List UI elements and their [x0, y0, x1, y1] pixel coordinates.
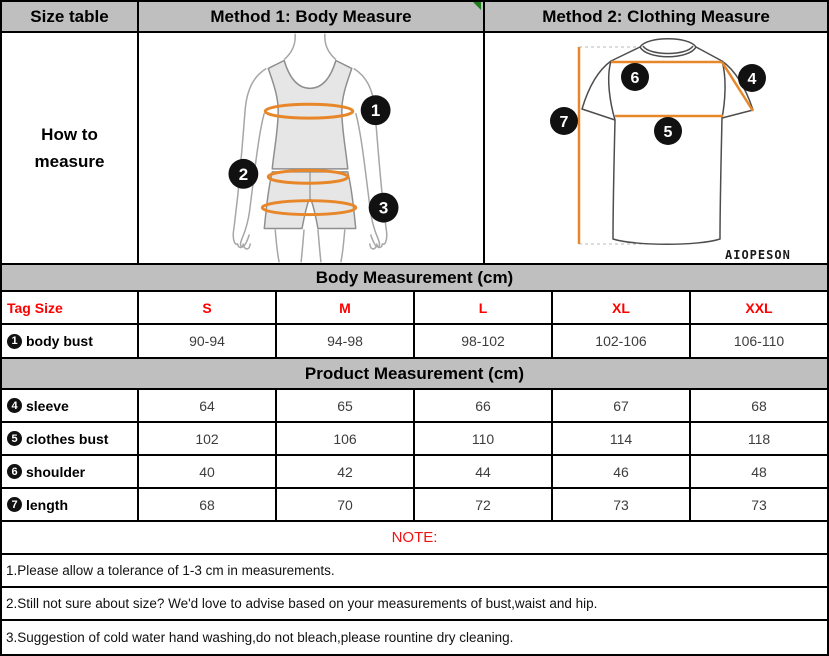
badge-4: 4	[7, 398, 22, 413]
row-sleeve	[2, 390, 827, 423]
badge-6: 6	[7, 464, 22, 479]
tag-size-label: Tag Size	[2, 292, 139, 323]
row-label: shoulder	[26, 463, 86, 480]
badge-5: 5	[7, 431, 22, 446]
cell-shoulder-m: 42	[277, 456, 415, 487]
note-item-1: 1.Please allow a tolerance of 1-3 cm in measurements.	[2, 555, 827, 588]
row-label: clothes bust	[26, 430, 109, 447]
header-size-table: Size table	[2, 2, 139, 31]
marker-6	[621, 63, 649, 91]
marker-1	[361, 95, 391, 125]
marker-4	[738, 64, 766, 92]
marker-2	[228, 159, 258, 189]
svg-text:7: 7	[559, 114, 569, 131]
note-item-3: 3.Suggestion of cold water hand washing,do not bleach,please rountine dry cleaning.	[6, 630, 514, 645]
marker-5	[654, 117, 682, 145]
row-label: body bust	[26, 333, 93, 349]
cell-sleeve-xl: 67	[553, 390, 691, 421]
cell-clothes-bust-xl: 114	[553, 423, 691, 454]
section-title-product-measurement: Product Measurement (cm)	[2, 359, 827, 390]
cell-clothes-bust-s: 102	[139, 423, 277, 454]
size-col-xl: XL	[553, 292, 691, 323]
cell-corner-marker	[473, 2, 481, 10]
header-method1: Method 1: Body Measure	[139, 2, 485, 31]
row-label: sleeve	[26, 397, 69, 414]
cell-body-bust-xxl: 106-110	[733, 333, 785, 349]
svg-text:5: 5	[663, 124, 673, 141]
brand-label: AIOPESON	[725, 248, 791, 262]
svg-text:1: 1	[370, 101, 381, 121]
cell-body-bust-xl: 102-106	[553, 325, 691, 357]
cell-shoulder-xxl: 48	[751, 463, 767, 480]
note-item-2: 2.Still not sure about size? We'd love to advise based on your measurements of bust,waist and hip.	[2, 588, 827, 621]
cell-sleeve-s: 64	[139, 390, 277, 421]
note-title: NOTE:	[2, 522, 827, 555]
cell-body-bust-l: 98-102	[415, 325, 553, 357]
size-col-s: S	[139, 292, 277, 323]
badge-1: 1	[7, 334, 22, 349]
section-title-body-measurement: Body Measurement (cm)	[2, 265, 827, 292]
row-clothes-bust	[2, 423, 827, 456]
cell-length-s: 68	[139, 489, 277, 520]
marker-7	[550, 107, 578, 135]
cell-sleeve-l: 66	[415, 390, 553, 421]
cell-shoulder-xl: 46	[553, 456, 691, 487]
tag-size-row	[2, 292, 827, 325]
cell-shoulder-s: 40	[139, 456, 277, 487]
header-method2: Method 2: Clothing Measure	[485, 2, 827, 31]
badge-7: 7	[7, 497, 22, 512]
cell-clothes-bust-l: 110	[415, 423, 553, 454]
cell-body-bust-s: 90-94	[139, 325, 277, 357]
marker-3	[369, 193, 399, 223]
cell-length-m: 70	[277, 489, 415, 520]
cell-clothes-bust-xxl: 118	[747, 430, 771, 447]
how-to-measure-label: How to measure	[34, 124, 105, 171]
svg-text:2: 2	[238, 164, 249, 184]
svg-text:3: 3	[378, 198, 389, 218]
cell-length-xxl: 73	[751, 496, 767, 513]
row-length	[2, 489, 827, 522]
size-col-m: M	[277, 292, 415, 323]
clothing-figure-illustration	[485, 33, 827, 263]
cell-clothes-bust-m: 106	[277, 423, 415, 454]
row-body-bust	[2, 325, 827, 359]
illustration-row	[2, 33, 827, 265]
body-figure-svg	[139, 33, 483, 263]
cell-sleeve-xxl: 68	[751, 397, 767, 414]
row-label: length	[26, 496, 68, 513]
size-col-xxl: XXL	[745, 299, 773, 316]
row-shoulder	[2, 456, 827, 489]
clothing-figure-svg	[485, 33, 827, 263]
body-figure-illustration	[139, 33, 485, 263]
svg-text:6: 6	[630, 70, 640, 87]
size-col-l: L	[415, 292, 553, 323]
cell-length-xl: 73	[553, 489, 691, 520]
cell-length-l: 72	[415, 489, 553, 520]
cell-shoulder-l: 44	[415, 456, 553, 487]
how-to-measure-cell	[2, 33, 139, 263]
cell-sleeve-m: 65	[277, 390, 415, 421]
cell-body-bust-m: 94-98	[277, 325, 415, 357]
top-header-row	[2, 2, 827, 33]
svg-text:4: 4	[747, 71, 757, 88]
